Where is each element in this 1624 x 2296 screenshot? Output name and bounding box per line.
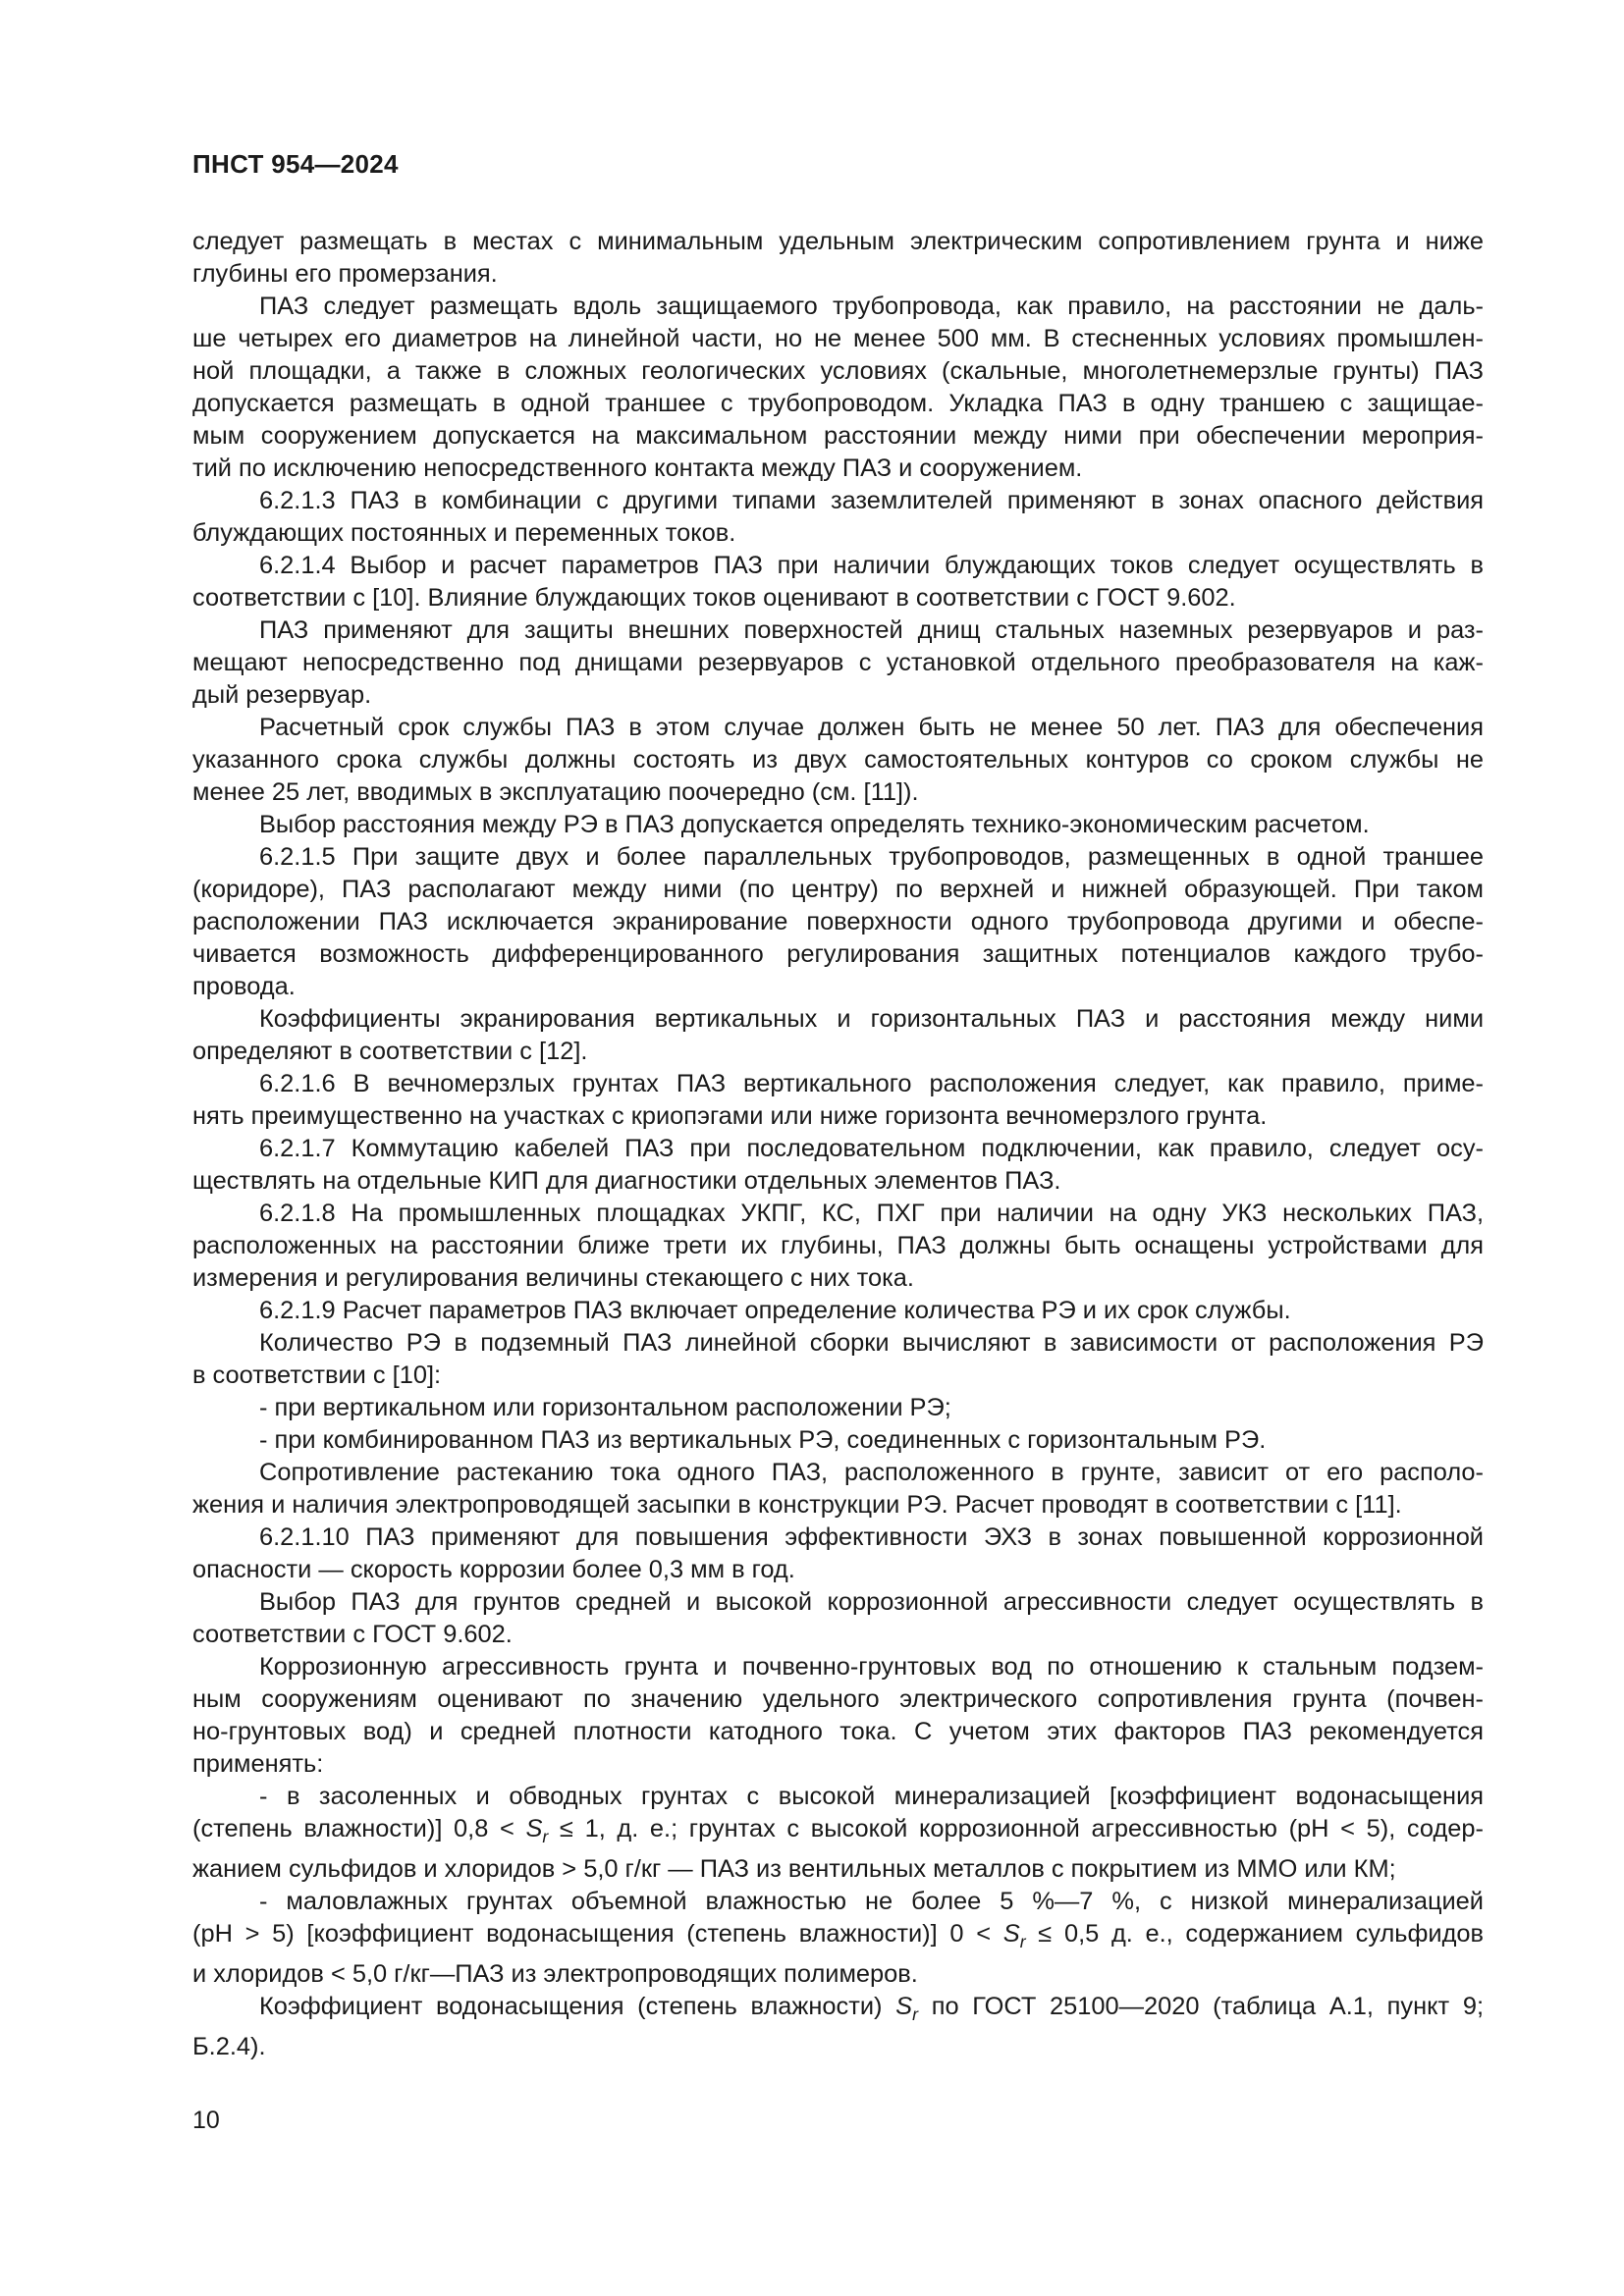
paragraph <box>192 1003 1484 1068</box>
text-line: измерения и регулирования величины стекающего с них тока. <box>192 1264 914 1292</box>
text-line: Коэффициенты экранирования вертикальных и горизонтальных ПАЗ и расстояния между ними <box>259 1005 1484 1033</box>
paragraph <box>192 291 1484 485</box>
paragraph <box>192 712 1484 809</box>
paragraph <box>192 1886 1484 1991</box>
paragraph <box>192 1327 1484 1392</box>
text-line: указанного срока службы должны состоять из двух самостоятельных контуров со сроком службы не <box>192 746 1484 774</box>
document-body <box>192 226 1484 2063</box>
text-line: глубины его промерзания. <box>192 260 498 288</box>
text-line: Количество РЭ в подземный ПАЗ линейной сборки вычисляют в зависимости от расположения РЭ <box>259 1329 1484 1357</box>
paragraph <box>192 1781 1484 1886</box>
paragraph <box>192 841 1484 1003</box>
paragraph <box>192 550 1484 614</box>
paragraph <box>192 485 1484 550</box>
text-line: блуждающих постоянных и переменных токов. <box>192 519 736 547</box>
text-line: (коридоре), ПАЗ располагают между ними (по центру) по верхней и нижней образующей. При таком <box>192 876 1484 903</box>
text-line: 6.2.1.7 Коммутацию кабелей ПАЗ при последовательном подключении, как правило, следует осу- <box>259 1135 1484 1162</box>
text-line: чивается возможность дифференцированного регулирования защитных потенциалов каждого трубо- <box>192 940 1484 968</box>
text-line: менее 25 лет, вводимых в эксплуатацию поочередно (см. [11]). <box>192 778 919 806</box>
text-line: (степень влажности)] $0,8 < S_r \le 1$, д. е.; грунтах с высокой коррозионной агрессивностью (pH < 5), содер- <box>192 1815 1484 1847</box>
text-line: провода. <box>192 973 296 1000</box>
text-line: но-грунтовых вод) и средней плотности катодного тока. С учетом этих факторов ПАЗ рекомендуется <box>192 1718 1484 1745</box>
text-line: дый резервуар. <box>192 681 372 709</box>
text-line: соответствии с ГОСТ 9.602. <box>192 1621 513 1648</box>
paragraph <box>192 1068 1484 1133</box>
paragraph <box>192 1392 1484 1424</box>
text-line: ной площадки, а также в сложных геологических условиях (скальные, многолетнемерзлые грунты) ПАЗ <box>192 357 1484 385</box>
paragraph <box>192 1457 1484 1522</box>
text-line: опасности — скорость коррозии более 0,3 мм в год. <box>192 1556 795 1583</box>
text-line: расположенных на расстоянии ближе трети их глубины, ПАЗ должны быть оснащены устройствами для <box>192 1232 1484 1259</box>
text-line: соответствии с [10]. Влияние блуждающих токов оценивают в соответствии с ГОСТ 9.602. <box>192 584 1236 612</box>
text-line: 6.2.1.3 ПАЗ в комбинации с другими типами заземлителей применяют в зонах опасного действия <box>259 487 1484 514</box>
text-line: следует размещать в местах с минимальным удельным электрическим сопротивлением грунта и ниже <box>192 228 1484 255</box>
text-line: жанием сульфидов и хлоридов > 5,0 г/кг — ПАЗ из вентильных металлов с покрытием из ММО или КМ; <box>192 1855 1396 1884</box>
text-line: Сопротивление растеканию тока одного ПАЗ, расположенного в грунте, зависит от его располо- <box>259 1459 1484 1486</box>
paragraph <box>192 809 1484 841</box>
paragraph <box>192 1424 1484 1457</box>
text-line: 6.2.1.10 ПАЗ применяют для повышения эффективности ЭХЗ в зонах повышенной коррозионной <box>259 1523 1484 1551</box>
page-number: 10 <box>192 2107 220 2134</box>
text-line: ным сооружениям оценивают по значению удельного электрического сопротивления грунта (почвен- <box>192 1685 1484 1713</box>
text-line: в соответствии с [10]: <box>192 1362 442 1389</box>
text-line: мещают непосредственно под днищами резервуаров с установкой отдельного преобразователя на каж- <box>192 649 1484 676</box>
text-line: жения и наличия электропроводящей засыпки в конструкции РЭ. Расчет проводят в соответствии с [11]. <box>192 1491 1402 1519</box>
paragraph <box>192 226 1484 291</box>
text-line: - при комбинированном ПАЗ из вертикальных РЭ, соединенных с горизонтальным РЭ. <box>259 1426 1267 1454</box>
text-line: 6.2.1.6 В вечномерзлых грунтах ПАЗ вертикального расположения следует, как правило, приме- <box>259 1070 1484 1097</box>
text-line: допускается размещать в одной траншее с трубопроводом. Укладка ПАЗ в одну траншею с защищае- <box>192 390 1484 417</box>
paragraph <box>192 614 1484 712</box>
text-line: и хлоридов < 5,0 г/кг—ПАЗ из электропроводящих полимеров. <box>192 1960 918 1989</box>
paragraph <box>192 1295 1484 1327</box>
text-line: ществлять на отдельные КИП для диагностики отдельных элементов ПАЗ. <box>192 1167 1061 1195</box>
text-line: расположении ПАЗ исключается экранирование поверхности одного трубопровода другими и обеспе- <box>192 908 1484 935</box>
text-line: Коррозионную агрессивность грунта и почвенно-грунтовых вод по отношению к стальным подзем- <box>259 1653 1484 1681</box>
text-line: 6.2.1.4 Выбор и расчет параметров ПАЗ при наличии блуждающих токов следует осуществлять в <box>259 552 1484 579</box>
text-line: Расчетный срок службы ПАЗ в этом случае должен быть не менее 50 лет. ПАЗ для обеспечения <box>259 714 1484 741</box>
paragraph <box>192 1133 1484 1198</box>
text-line: ПАЗ следует размещать вдоль защищаемого трубопровода, как правило, на расстоянии не даль- <box>259 293 1484 320</box>
text-line: Б.2.4). <box>192 2033 266 2061</box>
text-line: применять: <box>192 1750 324 1778</box>
text-line: ше четырех его диаметров на линейной части, но не менее 500 мм. В стесненных условиях промышлен- <box>192 325 1484 352</box>
text-line: 6.2.1.9 Расчет параметров ПАЗ включает определение количества РЭ и их срок службы. <box>259 1297 1291 1324</box>
text-line: нять преимущественно на участках с криопэгами или ниже горизонта вечномерзлого грунта. <box>192 1102 1268 1130</box>
text-line: - маловлажных грунтах объемной влажностью не более 5 %—7 %, с низкой минерализацией <box>259 1888 1484 1916</box>
paragraph <box>192 1586 1484 1651</box>
text-line: 6.2.1.5 При защите двух и более параллельных трубопроводов, размещенных в одной траншее <box>259 843 1484 871</box>
text-line: Выбор ПАЗ для грунтов средней и высокой коррозионной агрессивности следует осуществлять в <box>259 1588 1484 1616</box>
text-line: 6.2.1.8 На промышленных площадках УКПГ, КС, ПХГ при наличии на одну УКЗ нескольких ПАЗ, <box>259 1200 1484 1227</box>
text-line: ПАЗ применяют для защиты внешних поверхностей днищ стальных наземных резервуаров и раз- <box>259 616 1484 644</box>
text-line: мым сооружением допускается на максимальном расстоянии между ними при обеспечении мероприя- <box>192 422 1484 450</box>
text-line: - в засоленных и обводных грунтах с высокой минерализацией [коэффициент водонасыщения <box>259 1783 1484 1810</box>
text-line: тий по исключению непосредственного контакта между ПАЗ и сооружением. <box>192 454 1083 482</box>
paragraph <box>192 1991 1484 2063</box>
text-line: определяют в соответствии с [12]. <box>192 1038 588 1065</box>
paragraph <box>192 1198 1484 1295</box>
text-line: Коэффициент водонасыщения (степень влажности) $S_r$ по ГОСТ 25100—2020 (таблица А.1, пункт 9; <box>259 1993 1484 2025</box>
text-line: Выбор расстояния между РЭ в ПАЗ допускается определять технико-экономическим расчетом. <box>259 811 1370 838</box>
text-line: (pH > 5) [коэффициент водонасыщения (степень влажности)] $0 < S_r \le 0,5$ д. е., содержанием сульфидов <box>192 1920 1484 1952</box>
paragraph <box>192 1651 1484 1781</box>
paragraph <box>192 1522 1484 1586</box>
text-line: - при вертикальном или горизонтальном расположении РЭ; <box>259 1394 951 1421</box>
document-code-header: ПНСТ 954—2024 <box>192 149 399 179</box>
